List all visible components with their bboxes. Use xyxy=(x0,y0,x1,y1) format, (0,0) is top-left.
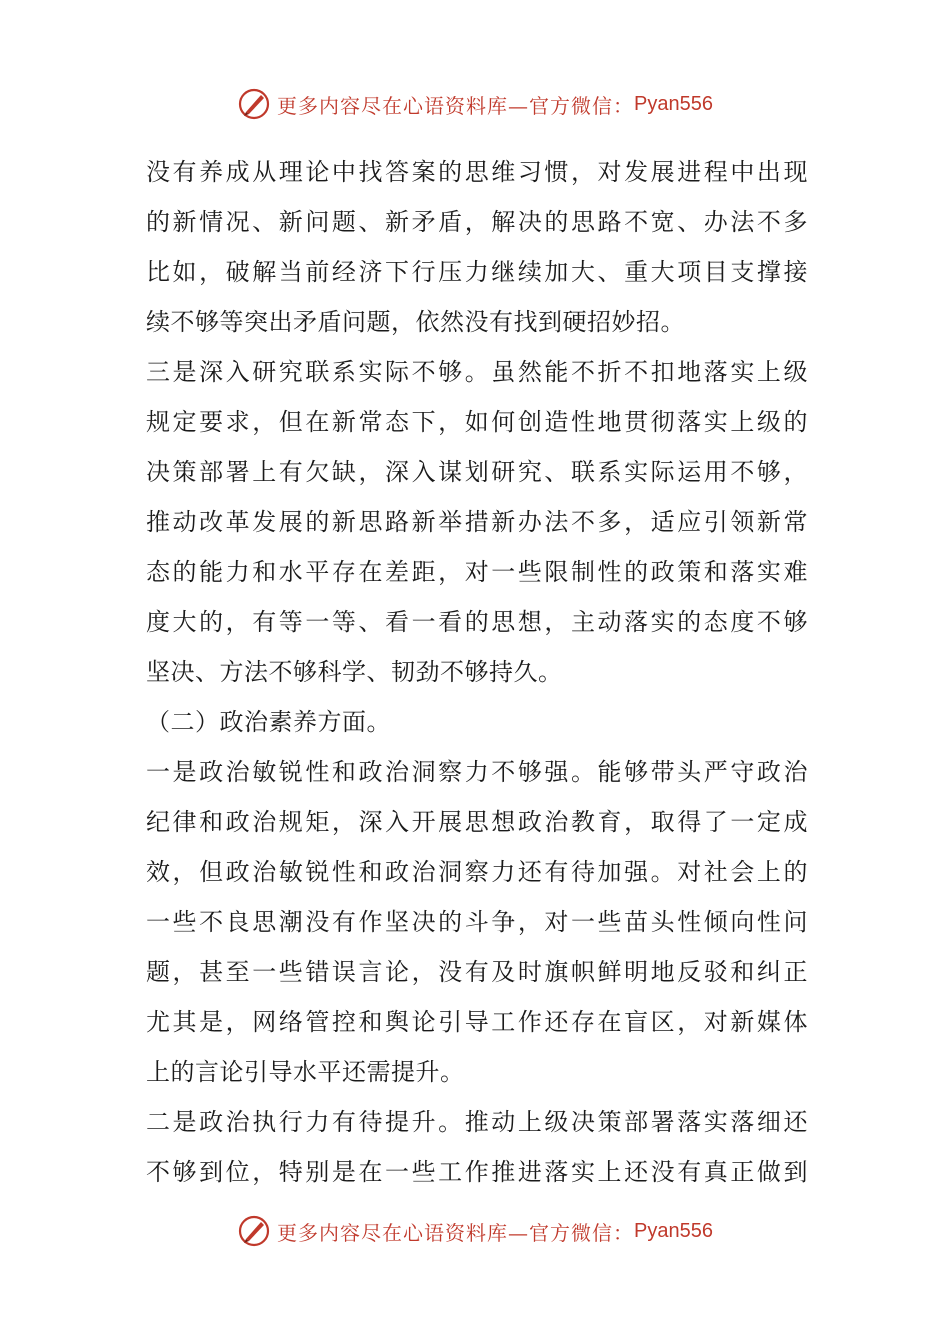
text-line: 坚决、方法不够科学、韧劲不够持久。 xyxy=(146,658,563,686)
text-line: 三是深入研究联系实际不够。虽然能不折不扣地落实上级 xyxy=(146,358,808,386)
section-heading: （二）政治素养方面。 xyxy=(146,708,391,736)
watermark-text: 更多内容尽在心语资料库—官方微信： xyxy=(277,1220,635,1245)
text-line: 度大的，有等一等、看一看的思想，主动落实的态度不够 xyxy=(146,608,808,636)
header-watermark-banner xyxy=(0,84,950,124)
text-line: 决策部署上有欠缺，深入谋划研究、联系实际运用不够， xyxy=(146,458,808,486)
text-line: 的新情况、新问题、新矛盾，解决的思路不宽、办法不多 xyxy=(146,208,808,236)
text-line: 纪律和政治规矩，深入开展思想政治教育，取得了一定成 xyxy=(146,808,808,836)
text-line: 一是政治敏锐性和政治洞察力不够强。能够带头严守政治 xyxy=(146,758,808,786)
watermark-text: 更多内容尽在心语资料库—官方微信： xyxy=(277,93,635,118)
text-line: 没有养成从理论中找答案的思维习惯，对发展进程中出现 xyxy=(146,158,808,186)
text-line: 比如，破解当前经济下行压力继续加大、重大项目支撑接 xyxy=(146,258,808,286)
text-line: 推动改革发展的新思路新举措新办法不多，适应引领新常 xyxy=(146,508,808,536)
text-line: 态的能力和水平存在差距，对一些限制性的政策和落实难 xyxy=(146,558,808,586)
text-line: 一些不良思潮没有作坚决的斗争，对一些苗头性倾向性问 xyxy=(146,908,808,936)
text-line: 上的言论引导水平还需提升。 xyxy=(146,1058,465,1086)
pen-logo-icon xyxy=(237,87,271,121)
wechat-id: Pyan556 xyxy=(634,92,713,115)
footer-watermark-banner xyxy=(0,1211,950,1251)
text-line: 不够到位，特别是在一些工作推进落实上还没有真正做到 xyxy=(146,1158,808,1186)
text-line: 二是政治执行力有待提升。推动上级决策部署落实落细还 xyxy=(146,1108,808,1136)
text-line: 题，甚至一些错误言论，没有及时旗帜鲜明地反驳和纠正 xyxy=(146,958,808,986)
text-line: 尤其是，网络管控和舆论引导工作还存在盲区，对新媒体 xyxy=(146,1008,808,1036)
text-line: 效，但政治敏锐性和政治洞察力还有待加强。对社会上的 xyxy=(146,858,808,886)
document-body xyxy=(146,147,808,1197)
pen-logo-icon xyxy=(237,1214,271,1248)
wechat-id: Pyan556 xyxy=(634,1219,713,1242)
text-line: 续不够等突出矛盾问题，依然没有找到硬招妙招。 xyxy=(146,308,685,336)
text-line: 规定要求，但在新常态下，如何创造性地贯彻落实上级的 xyxy=(146,408,808,436)
